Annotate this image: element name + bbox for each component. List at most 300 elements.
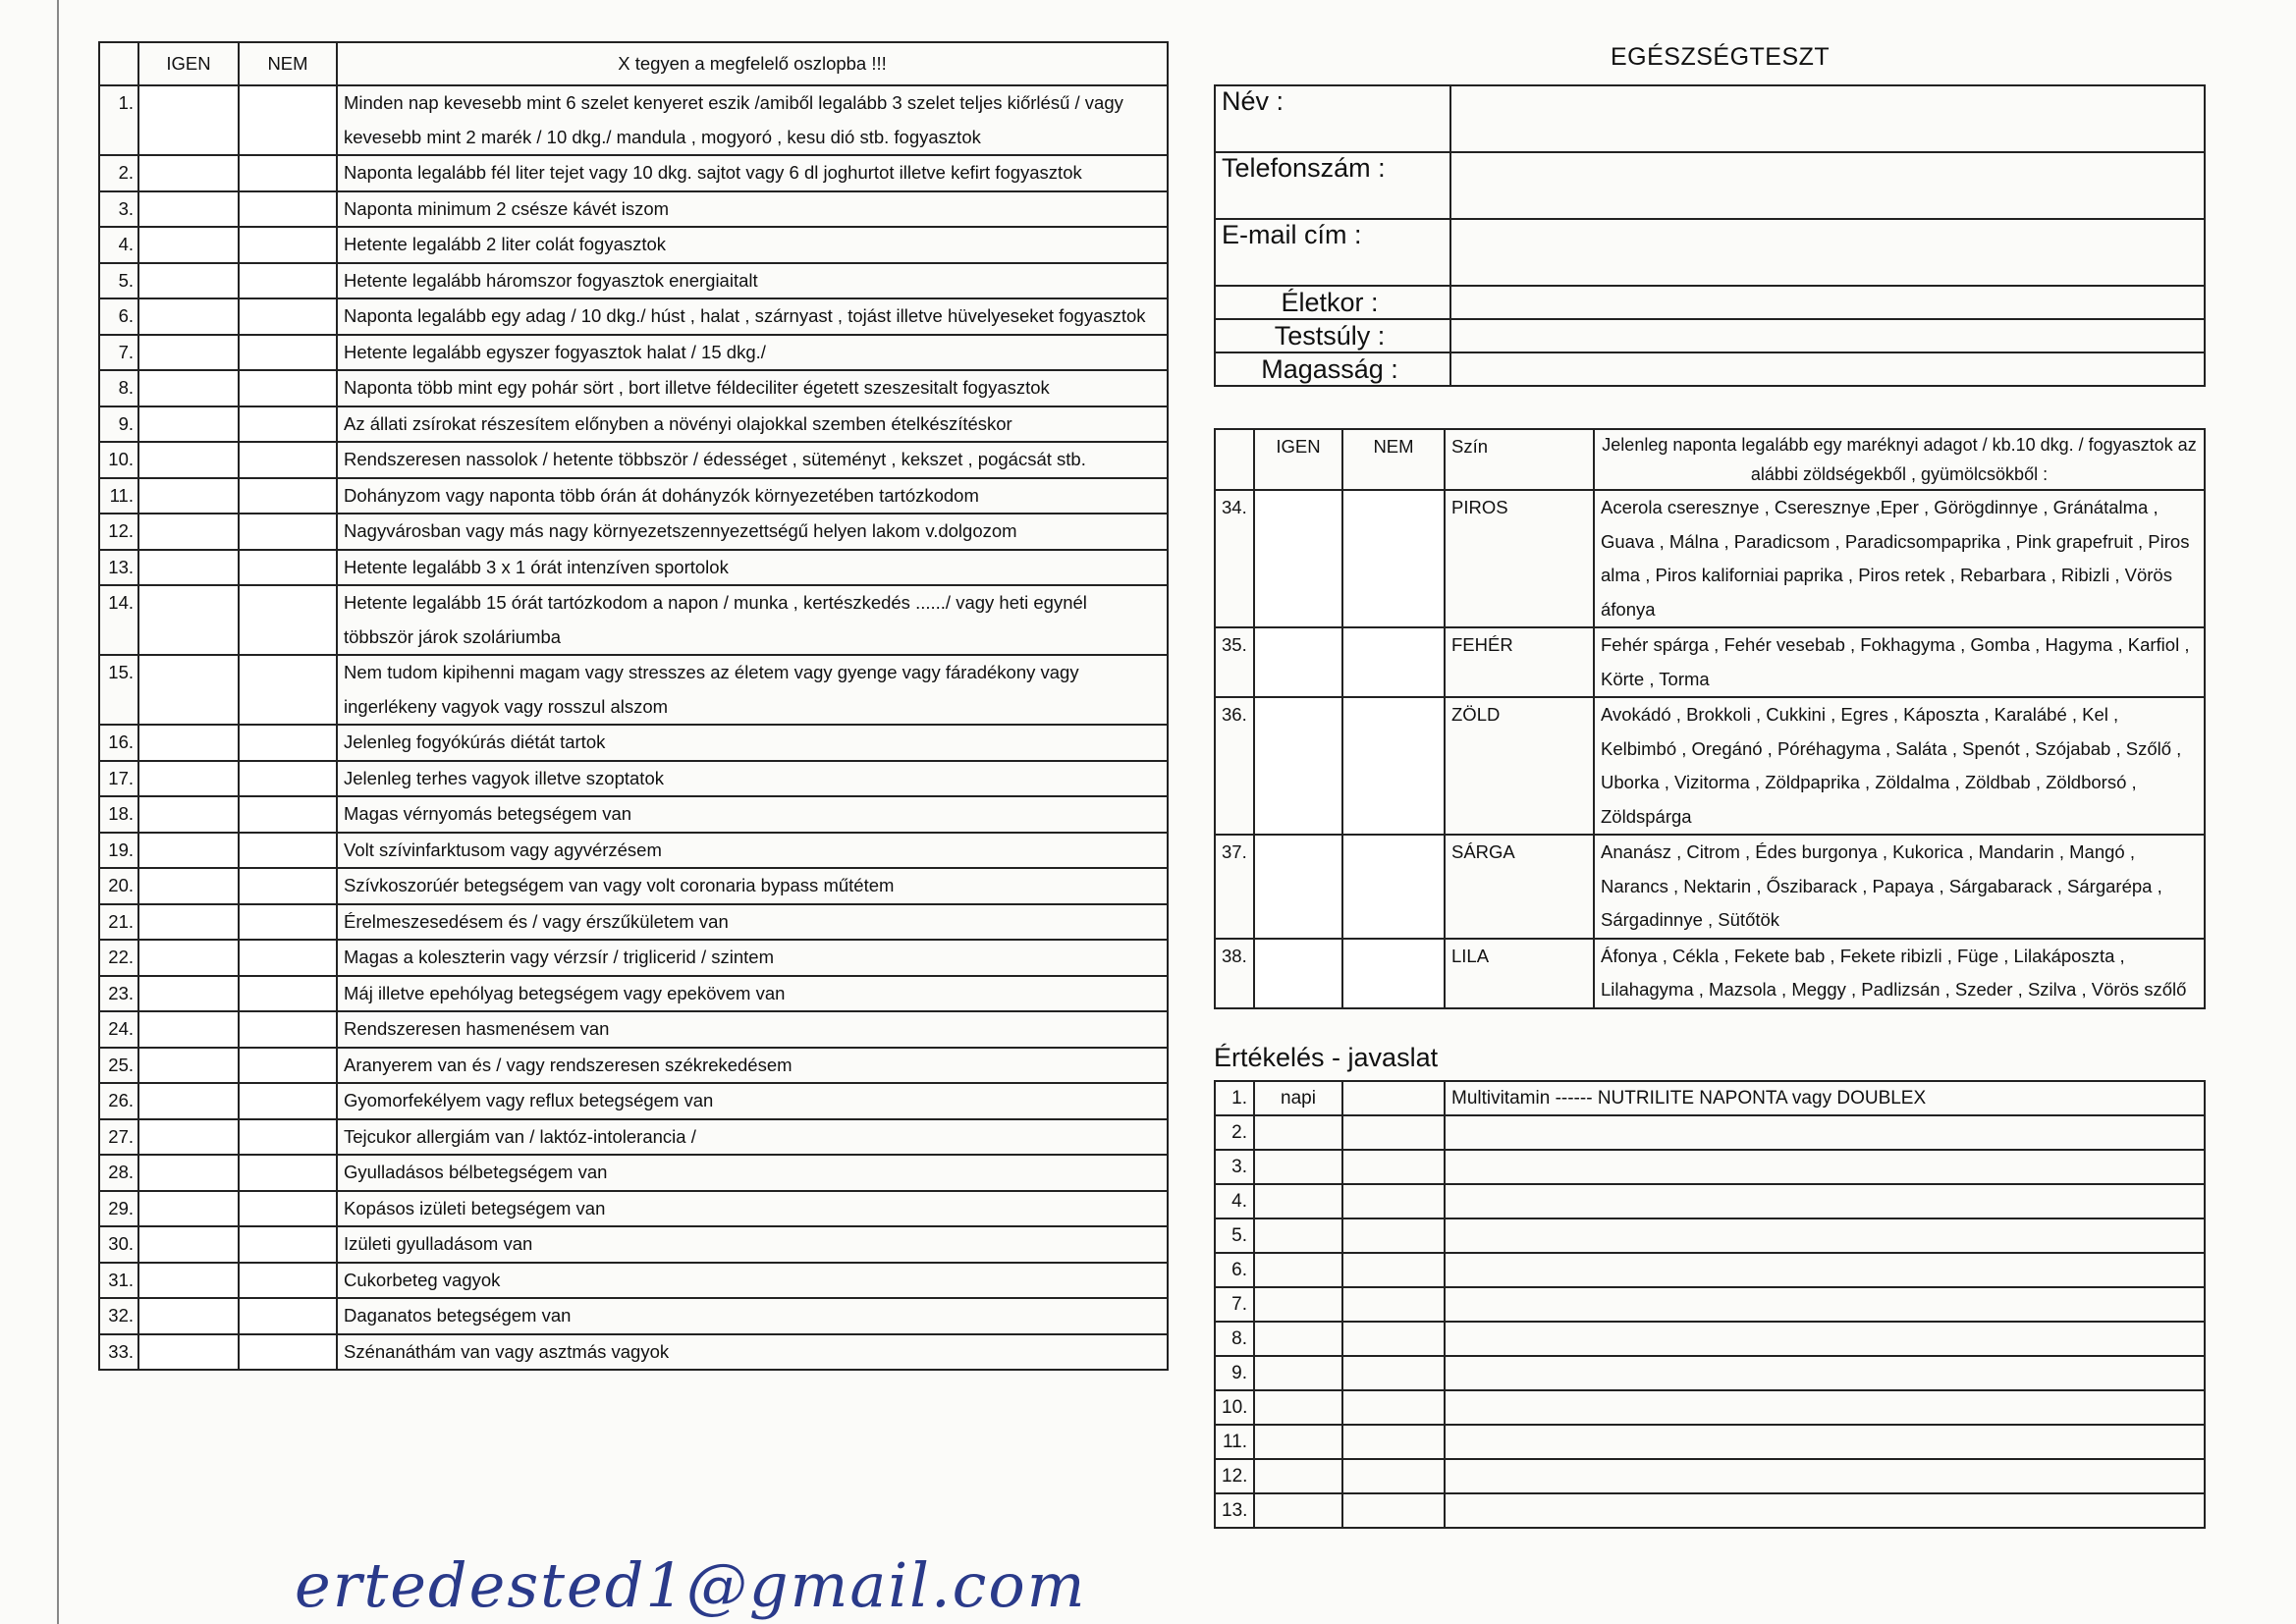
igen-checkbox-cell[interactable] bbox=[138, 655, 239, 725]
question-number: 4. bbox=[99, 227, 138, 263]
evaluation-row bbox=[1215, 1390, 2205, 1425]
evaluation-frequency[interactable] bbox=[1254, 1150, 1342, 1184]
igen-checkbox-cell[interactable] bbox=[138, 263, 239, 299]
evaluation-recommendation[interactable] bbox=[1445, 1493, 2205, 1528]
question-number: 3. bbox=[99, 191, 138, 228]
header-igen: IGEN bbox=[138, 42, 239, 85]
question-text: Nagyvárosban vagy más nagy környezetszennyezettségű helyen lakom v.dolgozom bbox=[337, 514, 1168, 550]
question-row bbox=[99, 442, 1168, 478]
question-row bbox=[99, 370, 1168, 406]
evaluation-frequency[interactable] bbox=[1254, 1356, 1342, 1390]
question-row bbox=[99, 85, 1168, 155]
nem-checkbox-cell[interactable] bbox=[239, 868, 337, 904]
evaluation-recommendation[interactable] bbox=[1445, 1218, 2205, 1253]
question-number: 12. bbox=[99, 514, 138, 550]
nem-checkbox-cell[interactable] bbox=[1342, 939, 1445, 1008]
info-label: Magasság : bbox=[1215, 352, 1450, 386]
igen-checkbox-cell[interactable] bbox=[138, 976, 239, 1012]
color-items: Acerola cseresznye , Cseresznye ,Eper , Görögdinnye , Gránátalma , Guava , Málna , Paradicsom , Paradicsompaprika , Pink grapefruit , Piros alma , Piros kaliforniai paprika , Piros retek , Rebarbara , Ribizli , Vörös áfonya bbox=[1594, 490, 2205, 627]
color-header-description: Jelenleg naponta legalább egy maréknyi adagot / kb.10 dkg. / fogyasztok az alábbi zöldségekből , gyümölcsökből : bbox=[1594, 429, 2205, 490]
evaluation-row bbox=[1215, 1253, 2205, 1287]
evaluation-row bbox=[1215, 1150, 2205, 1184]
question-text: Magas a koleszterin vagy vérzsír / triglicerid / szintem bbox=[337, 940, 1168, 976]
color-row-number: 37. bbox=[1215, 835, 1254, 939]
igen-checkbox-cell[interactable] bbox=[138, 1334, 239, 1371]
question-text: Hetente legalább egyszer fogyasztok halat / 15 dkg./ bbox=[337, 335, 1168, 371]
igen-checkbox-cell[interactable] bbox=[138, 370, 239, 406]
color-row-number: 38. bbox=[1215, 939, 1254, 1008]
color-items: Áfonya , Cékla , Fekete bab , Fekete ribizli , Füge , Lilakáposzta , Lilahagyma , Mazsola , Meggy , Padlizsán , Szeder , Szilva , Vörös szőlő bbox=[1594, 939, 2205, 1008]
evaluation-row bbox=[1215, 1322, 2205, 1356]
personal-info-table bbox=[1214, 84, 2206, 387]
evaluation-number: 13. bbox=[1215, 1493, 1254, 1528]
igen-checkbox-cell[interactable] bbox=[138, 227, 239, 263]
evaluation-amount[interactable] bbox=[1342, 1322, 1445, 1356]
question-text: Rendszeresen hasmenésem van bbox=[337, 1011, 1168, 1048]
igen-checkbox-cell[interactable] bbox=[138, 442, 239, 478]
igen-checkbox-cell[interactable] bbox=[138, 1048, 239, 1084]
igen-checkbox-cell[interactable] bbox=[138, 868, 239, 904]
question-number: 24. bbox=[99, 1011, 138, 1048]
question-number: 29. bbox=[99, 1191, 138, 1227]
igen-checkbox-cell[interactable] bbox=[138, 478, 239, 514]
evaluation-number: 10. bbox=[1215, 1390, 1254, 1425]
evaluation-row bbox=[1215, 1287, 2205, 1322]
question-text: Hetente legalább háromszor fogyasztok energiaitalt bbox=[337, 263, 1168, 299]
question-text: Magas vérnyomás betegségem van bbox=[337, 796, 1168, 833]
color-header-number bbox=[1215, 429, 1254, 490]
color-row bbox=[1215, 490, 2205, 627]
evaluation-amount[interactable] bbox=[1342, 1253, 1445, 1287]
color-row bbox=[1215, 627, 2205, 697]
info-value-field[interactable] bbox=[1450, 286, 2205, 319]
question-row bbox=[99, 761, 1168, 797]
question-text: Kopásos izületi betegségem van bbox=[337, 1191, 1168, 1227]
nem-checkbox-cell[interactable] bbox=[1342, 697, 1445, 835]
nem-checkbox-cell[interactable] bbox=[239, 940, 337, 976]
question-number: 26. bbox=[99, 1083, 138, 1119]
question-number: 19. bbox=[99, 833, 138, 869]
question-row bbox=[99, 514, 1168, 550]
question-text: Szívkoszorúér betegségem van vagy volt coronaria bypass műtétem bbox=[337, 868, 1168, 904]
evaluation-recommendation[interactable]: Multivitamin ------ NUTRILITE NAPONTA vagy DOUBLEX bbox=[1445, 1081, 2205, 1115]
info-label: Telefonszám : bbox=[1215, 152, 1450, 219]
evaluation-frequency[interactable] bbox=[1254, 1184, 1342, 1218]
nem-checkbox-cell[interactable] bbox=[239, 1083, 337, 1119]
question-row bbox=[99, 796, 1168, 833]
question-row bbox=[99, 1226, 1168, 1263]
evaluation-amount[interactable] bbox=[1342, 1115, 1445, 1150]
nem-checkbox-cell[interactable] bbox=[239, 191, 337, 228]
nem-checkbox-cell[interactable] bbox=[239, 335, 337, 371]
nem-checkbox-cell[interactable] bbox=[239, 1155, 337, 1191]
question-text: Gyomorfekélyem vagy reflux betegségem van bbox=[337, 1083, 1168, 1119]
igen-checkbox-cell[interactable] bbox=[138, 85, 239, 155]
evaluation-title: Értékelés - javaslat bbox=[1214, 1043, 1439, 1072]
color-items: Ananász , Citrom , Édes burgonya , Kukorica , Mandarin , Mangó , Narancs , Nektarin , Őszibarack , Papaya , Sárgabarack , Sárgarépa , Sárgadinnye , Sütőtök bbox=[1594, 835, 2205, 939]
question-row bbox=[99, 478, 1168, 514]
question-row bbox=[99, 868, 1168, 904]
question-number: 17. bbox=[99, 761, 138, 797]
color-header-szin: Szín bbox=[1445, 429, 1594, 490]
question-text: Gyulladásos bélbetegségem van bbox=[337, 1155, 1168, 1191]
nem-checkbox-cell[interactable] bbox=[239, 550, 337, 586]
color-row-number: 36. bbox=[1215, 697, 1254, 835]
info-value-field[interactable] bbox=[1450, 352, 2205, 386]
evaluation-recommendation[interactable] bbox=[1445, 1390, 2205, 1425]
evaluation-frequency[interactable] bbox=[1254, 1425, 1342, 1459]
color-table-header bbox=[1215, 429, 2205, 490]
evaluation-frequency[interactable] bbox=[1254, 1390, 1342, 1425]
color-name: FEHÉR bbox=[1445, 627, 1594, 697]
evaluation-number: 12. bbox=[1215, 1459, 1254, 1493]
question-row bbox=[99, 1263, 1168, 1299]
question-row bbox=[99, 1298, 1168, 1334]
evaluation-number: 1. bbox=[1215, 1081, 1254, 1115]
question-text: Máj illetve epehólyag betegségem vagy epekövem van bbox=[337, 976, 1168, 1012]
question-number: 21. bbox=[99, 904, 138, 941]
evaluation-recommendation[interactable] bbox=[1445, 1184, 2205, 1218]
igen-checkbox-cell[interactable] bbox=[138, 761, 239, 797]
question-text: Naponta több mint egy pohár sört , bort illetve féldeciliter égetett szeszesitalt fogyasztok bbox=[337, 370, 1168, 406]
header-number bbox=[99, 42, 138, 85]
evaluation-number: 11. bbox=[1215, 1425, 1254, 1459]
questionnaire-header bbox=[99, 42, 1168, 85]
handwritten-email: ertedested1@gmail.com bbox=[295, 1549, 1087, 1621]
question-number: 13. bbox=[99, 550, 138, 586]
question-text: Aranyerem van és / vagy rendszeresen székrekedésem bbox=[337, 1048, 1168, 1084]
nem-checkbox-cell[interactable] bbox=[239, 725, 337, 761]
info-value-field[interactable] bbox=[1450, 152, 2205, 219]
evaluation-recommendation[interactable] bbox=[1445, 1322, 2205, 1356]
nem-checkbox-cell[interactable] bbox=[239, 1263, 337, 1299]
igen-checkbox-cell[interactable] bbox=[138, 1119, 239, 1156]
evaluation-recommendation[interactable] bbox=[1445, 1459, 2205, 1493]
evaluation-frequency[interactable] bbox=[1254, 1253, 1342, 1287]
evaluation-number: 8. bbox=[1215, 1322, 1254, 1356]
header-instruction: X tegyen a megfelelő oszlopba !!! bbox=[337, 42, 1168, 85]
nem-checkbox-cell[interactable] bbox=[239, 298, 337, 335]
question-row bbox=[99, 655, 1168, 725]
nem-checkbox-cell[interactable] bbox=[239, 904, 337, 941]
igen-checkbox-cell[interactable] bbox=[138, 550, 239, 586]
question-row bbox=[99, 976, 1168, 1012]
color-row-number: 35. bbox=[1215, 627, 1254, 697]
igen-checkbox-cell[interactable] bbox=[138, 1226, 239, 1263]
evaluation-number: 9. bbox=[1215, 1356, 1254, 1390]
question-row bbox=[99, 298, 1168, 335]
question-row bbox=[99, 585, 1168, 655]
evaluation-number: 2. bbox=[1215, 1115, 1254, 1150]
nem-checkbox-cell[interactable] bbox=[239, 478, 337, 514]
page-title: EGÉSZSÉGTESZT bbox=[1611, 43, 1831, 71]
igen-checkbox-cell[interactable] bbox=[138, 155, 239, 191]
question-text: Tejcukor allergiám van / laktóz-intolerancia / bbox=[337, 1119, 1168, 1156]
info-row bbox=[1215, 152, 2205, 219]
questionnaire-table bbox=[98, 41, 1169, 1371]
color-row bbox=[1215, 697, 2205, 835]
igen-checkbox-cell[interactable] bbox=[138, 335, 239, 371]
question-row bbox=[99, 833, 1168, 869]
question-number: 6. bbox=[99, 298, 138, 335]
question-row bbox=[99, 155, 1168, 191]
binder-line bbox=[57, 0, 59, 1624]
color-items: Avokádó , Brokkoli , Cukkini , Egres , Káposzta , Karalábé , Kel , Kelbimbó , Oregánó , Póréhagyma , Saláta , Spenót , Szójabab , Szőlő , Uborka , Vizitorma , Zöldpaprika , Zöldalma , Zöldbab , Zöldborsó , Zöldspárga bbox=[1594, 697, 2205, 835]
evaluation-row bbox=[1215, 1218, 2205, 1253]
evaluation-row bbox=[1215, 1493, 2205, 1528]
info-value-field[interactable] bbox=[1450, 219, 2205, 286]
info-label: Név : bbox=[1215, 85, 1450, 152]
question-text: Hetente legalább 2 liter colát fogyasztok bbox=[337, 227, 1168, 263]
question-row bbox=[99, 904, 1168, 941]
question-text: Jelenleg fogyókúrás diétát tartok bbox=[337, 725, 1168, 761]
igen-checkbox-cell[interactable] bbox=[138, 725, 239, 761]
nem-checkbox-cell[interactable] bbox=[239, 796, 337, 833]
question-number: 18. bbox=[99, 796, 138, 833]
igen-checkbox-cell[interactable] bbox=[138, 796, 239, 833]
color-name: SÁRGA bbox=[1445, 835, 1594, 939]
question-text: Daganatos betegségem van bbox=[337, 1298, 1168, 1334]
igen-checkbox-cell[interactable] bbox=[138, 1083, 239, 1119]
evaluation-row bbox=[1215, 1184, 2205, 1218]
question-text: Naponta minimum 2 csésze kávét iszom bbox=[337, 191, 1168, 228]
question-number: 16. bbox=[99, 725, 138, 761]
nem-checkbox-cell[interactable] bbox=[239, 155, 337, 191]
igen-checkbox-cell[interactable] bbox=[138, 1155, 239, 1191]
evaluation-frequency[interactable] bbox=[1254, 1218, 1342, 1253]
question-text: Jelenleg terhes vagyok illetve szoptatok bbox=[337, 761, 1168, 797]
question-number: 10. bbox=[99, 442, 138, 478]
nem-checkbox-cell[interactable] bbox=[239, 1048, 337, 1084]
igen-checkbox-cell[interactable] bbox=[138, 1263, 239, 1299]
question-number: 8. bbox=[99, 370, 138, 406]
evaluation-number: 7. bbox=[1215, 1287, 1254, 1322]
question-text: Naponta legalább egy adag / 10 dkg./ húst , halat , szárnyast , tojást illetve hüvelyeseket fogyasztok bbox=[337, 298, 1168, 335]
evaluation-row bbox=[1215, 1081, 2205, 1115]
nem-checkbox-cell[interactable] bbox=[239, 263, 337, 299]
question-text: Az állati zsírokat részesítem előnyben a növényi olajokkal szemben ételkészítéskor bbox=[337, 406, 1168, 443]
info-row bbox=[1215, 319, 2205, 352]
igen-checkbox-cell[interactable] bbox=[138, 1298, 239, 1334]
question-text: Szénanáthám van vagy asztmás vagyok bbox=[337, 1334, 1168, 1371]
color-header-igen: IGEN bbox=[1254, 429, 1342, 490]
nem-checkbox-cell[interactable] bbox=[1342, 835, 1445, 939]
evaluation-table bbox=[1214, 1080, 2206, 1529]
igen-checkbox-cell[interactable] bbox=[1254, 939, 1342, 1008]
evaluation-row bbox=[1215, 1356, 2205, 1390]
info-value-field[interactable] bbox=[1450, 85, 2205, 152]
igen-checkbox-cell[interactable] bbox=[1254, 697, 1342, 835]
nem-checkbox-cell[interactable] bbox=[239, 655, 337, 725]
evaluation-amount[interactable] bbox=[1342, 1081, 1445, 1115]
question-text: Dohányzom vagy naponta több órán át dohányzók környezetében tartózkodom bbox=[337, 478, 1168, 514]
question-row bbox=[99, 1011, 1168, 1048]
question-row bbox=[99, 725, 1168, 761]
evaluation-frequency[interactable]: napi bbox=[1254, 1081, 1342, 1115]
color-header-nem: NEM bbox=[1342, 429, 1445, 490]
question-number: 31. bbox=[99, 1263, 138, 1299]
evaluation-amount[interactable] bbox=[1342, 1390, 1445, 1425]
question-row bbox=[99, 1334, 1168, 1371]
question-text: Cukorbeteg vagyok bbox=[337, 1263, 1168, 1299]
igen-checkbox-cell[interactable] bbox=[138, 1011, 239, 1048]
question-number: 27. bbox=[99, 1119, 138, 1156]
question-number: 9. bbox=[99, 406, 138, 443]
nem-checkbox-cell[interactable] bbox=[239, 442, 337, 478]
fruit-vegetable-table bbox=[1214, 428, 2206, 1009]
info-row bbox=[1215, 352, 2205, 386]
nem-checkbox-cell[interactable] bbox=[1342, 490, 1445, 627]
evaluation-number: 4. bbox=[1215, 1184, 1254, 1218]
color-table-body bbox=[1215, 490, 2205, 1008]
evaluation-recommendation[interactable] bbox=[1445, 1425, 2205, 1459]
nem-checkbox-cell[interactable] bbox=[239, 1191, 337, 1227]
nem-checkbox-cell[interactable] bbox=[239, 406, 337, 443]
question-number: 14. bbox=[99, 585, 138, 655]
question-number: 7. bbox=[99, 335, 138, 371]
color-row bbox=[1215, 835, 2205, 939]
igen-checkbox-cell[interactable] bbox=[1254, 835, 1342, 939]
evaluation-frequency[interactable] bbox=[1254, 1459, 1342, 1493]
info-value-field[interactable] bbox=[1450, 319, 2205, 352]
question-row bbox=[99, 1083, 1168, 1119]
question-number: 22. bbox=[99, 940, 138, 976]
question-number: 32. bbox=[99, 1298, 138, 1334]
evaluation-frequency[interactable] bbox=[1254, 1287, 1342, 1322]
nem-checkbox-cell[interactable] bbox=[239, 761, 337, 797]
info-label: E-mail cím : bbox=[1215, 219, 1450, 286]
info-row bbox=[1215, 219, 2205, 286]
question-number: 5. bbox=[99, 263, 138, 299]
nem-checkbox-cell[interactable] bbox=[239, 976, 337, 1012]
evaluation-amount[interactable] bbox=[1342, 1459, 1445, 1493]
question-text: Hetente legalább 15 órát tartózkodom a napon / munka , kertészkedés ....../ vagy heti egynél többször járok szoláriumba bbox=[337, 585, 1168, 655]
question-number: 2. bbox=[99, 155, 138, 191]
question-text: Volt szívinfarktusom vagy agyvérzésem bbox=[337, 833, 1168, 869]
evaluation-amount[interactable] bbox=[1342, 1425, 1445, 1459]
evaluation-row bbox=[1215, 1459, 2205, 1493]
igen-checkbox-cell[interactable] bbox=[1254, 490, 1342, 627]
question-text: Naponta legalább fél liter tejet vagy 10 dkg. sajtot vagy 6 dl joghurtot illetve kefirt fogyasztok bbox=[337, 155, 1168, 191]
question-row bbox=[99, 335, 1168, 371]
evaluation-body bbox=[1215, 1081, 2205, 1528]
info-row bbox=[1215, 286, 2205, 319]
nem-checkbox-cell[interactable] bbox=[239, 1226, 337, 1263]
nem-checkbox-cell[interactable] bbox=[239, 833, 337, 869]
info-row bbox=[1215, 85, 2205, 152]
nem-checkbox-cell[interactable] bbox=[239, 585, 337, 655]
nem-checkbox-cell[interactable] bbox=[1342, 627, 1445, 697]
question-text: Nem tudom kipihenni magam vagy stresszes az életem vagy gyenge vagy fáradékony vagy ingerlékeny vagyok vagy rosszul alszom bbox=[337, 655, 1168, 725]
question-number: 25. bbox=[99, 1048, 138, 1084]
nem-checkbox-cell[interactable] bbox=[239, 514, 337, 550]
question-text: Hetente legalább 3 x 1 órát intenzíven sportolok bbox=[337, 550, 1168, 586]
evaluation-recommendation[interactable] bbox=[1445, 1150, 2205, 1184]
evaluation-recommendation[interactable] bbox=[1445, 1115, 2205, 1150]
igen-checkbox-cell[interactable] bbox=[138, 514, 239, 550]
evaluation-frequency[interactable] bbox=[1254, 1322, 1342, 1356]
nem-checkbox-cell[interactable] bbox=[239, 370, 337, 406]
igen-checkbox-cell[interactable] bbox=[138, 904, 239, 941]
evaluation-amount[interactable] bbox=[1342, 1150, 1445, 1184]
question-row bbox=[99, 191, 1168, 228]
evaluation-amount[interactable] bbox=[1342, 1356, 1445, 1390]
color-name: PIROS bbox=[1445, 490, 1594, 627]
evaluation-number: 5. bbox=[1215, 1218, 1254, 1253]
evaluation-recommendation[interactable] bbox=[1445, 1253, 2205, 1287]
igen-checkbox-cell[interactable] bbox=[138, 406, 239, 443]
questionnaire-body bbox=[99, 85, 1168, 1370]
question-row bbox=[99, 550, 1168, 586]
question-text: Minden nap kevesebb mint 6 szelet kenyeret eszik /amiből legalább 3 szelet teljes kiőrlésű / vagy kevesebb mint 2 marék / 10 dkg./ mandula , mogyoró , kesu dió stb. fogyasztok bbox=[337, 85, 1168, 155]
evaluation-amount[interactable] bbox=[1342, 1184, 1445, 1218]
question-row bbox=[99, 1048, 1168, 1084]
evaluation-amount[interactable] bbox=[1342, 1218, 1445, 1253]
igen-checkbox-cell[interactable] bbox=[138, 1191, 239, 1227]
igen-checkbox-cell[interactable] bbox=[138, 833, 239, 869]
question-row bbox=[99, 227, 1168, 263]
nem-checkbox-cell[interactable] bbox=[239, 1334, 337, 1371]
nem-checkbox-cell[interactable] bbox=[239, 1298, 337, 1334]
question-text: Rendszeresen nassolok / hetente többször / édességet , süteményt , kekszet , pogácsát stb. bbox=[337, 442, 1168, 478]
info-label: Testsúly : bbox=[1215, 319, 1450, 352]
question-text: Izületi gyulladásom van bbox=[337, 1226, 1168, 1263]
color-name: ZÖLD bbox=[1445, 697, 1594, 835]
question-number: 20. bbox=[99, 868, 138, 904]
header-nem: NEM bbox=[239, 42, 337, 85]
question-row bbox=[99, 1155, 1168, 1191]
question-row bbox=[99, 940, 1168, 976]
question-number: 23. bbox=[99, 976, 138, 1012]
question-number: 30. bbox=[99, 1226, 138, 1263]
personal-info-body bbox=[1215, 85, 2205, 386]
nem-checkbox-cell[interactable] bbox=[239, 227, 337, 263]
color-name: LILA bbox=[1445, 939, 1594, 1008]
question-number: 11. bbox=[99, 478, 138, 514]
nem-checkbox-cell[interactable] bbox=[239, 1119, 337, 1156]
evaluation-frequency[interactable] bbox=[1254, 1115, 1342, 1150]
igen-checkbox-cell[interactable] bbox=[138, 585, 239, 655]
question-row bbox=[99, 1119, 1168, 1156]
question-row bbox=[99, 1191, 1168, 1227]
evaluation-row bbox=[1215, 1115, 2205, 1150]
evaluation-amount[interactable] bbox=[1342, 1287, 1445, 1322]
evaluation-number: 3. bbox=[1215, 1150, 1254, 1184]
igen-checkbox-cell[interactable] bbox=[138, 191, 239, 228]
evaluation-recommendation[interactable] bbox=[1445, 1287, 2205, 1322]
evaluation-row bbox=[1215, 1425, 2205, 1459]
evaluation-number: 6. bbox=[1215, 1253, 1254, 1287]
igen-checkbox-cell[interactable] bbox=[1254, 627, 1342, 697]
evaluation-frequency[interactable] bbox=[1254, 1493, 1342, 1528]
question-row bbox=[99, 406, 1168, 443]
igen-checkbox-cell[interactable] bbox=[138, 298, 239, 335]
nem-checkbox-cell[interactable] bbox=[239, 85, 337, 155]
info-label: Életkor : bbox=[1215, 286, 1450, 319]
color-row bbox=[1215, 939, 2205, 1008]
question-number: 1. bbox=[99, 85, 138, 155]
question-number: 33. bbox=[99, 1334, 138, 1371]
question-row bbox=[99, 263, 1168, 299]
evaluation-amount[interactable] bbox=[1342, 1493, 1445, 1528]
question-number: 28. bbox=[99, 1155, 138, 1191]
evaluation-recommendation[interactable] bbox=[1445, 1356, 2205, 1390]
color-row-number: 34. bbox=[1215, 490, 1254, 627]
nem-checkbox-cell[interactable] bbox=[239, 1011, 337, 1048]
igen-checkbox-cell[interactable] bbox=[138, 940, 239, 976]
question-text: Érelmeszesedésem és / vagy érszűkületem van bbox=[337, 904, 1168, 941]
color-items: Fehér spárga , Fehér vesebab , Fokhagyma , Gomba , Hagyma , Karfiol , Körte , Torma bbox=[1594, 627, 2205, 697]
